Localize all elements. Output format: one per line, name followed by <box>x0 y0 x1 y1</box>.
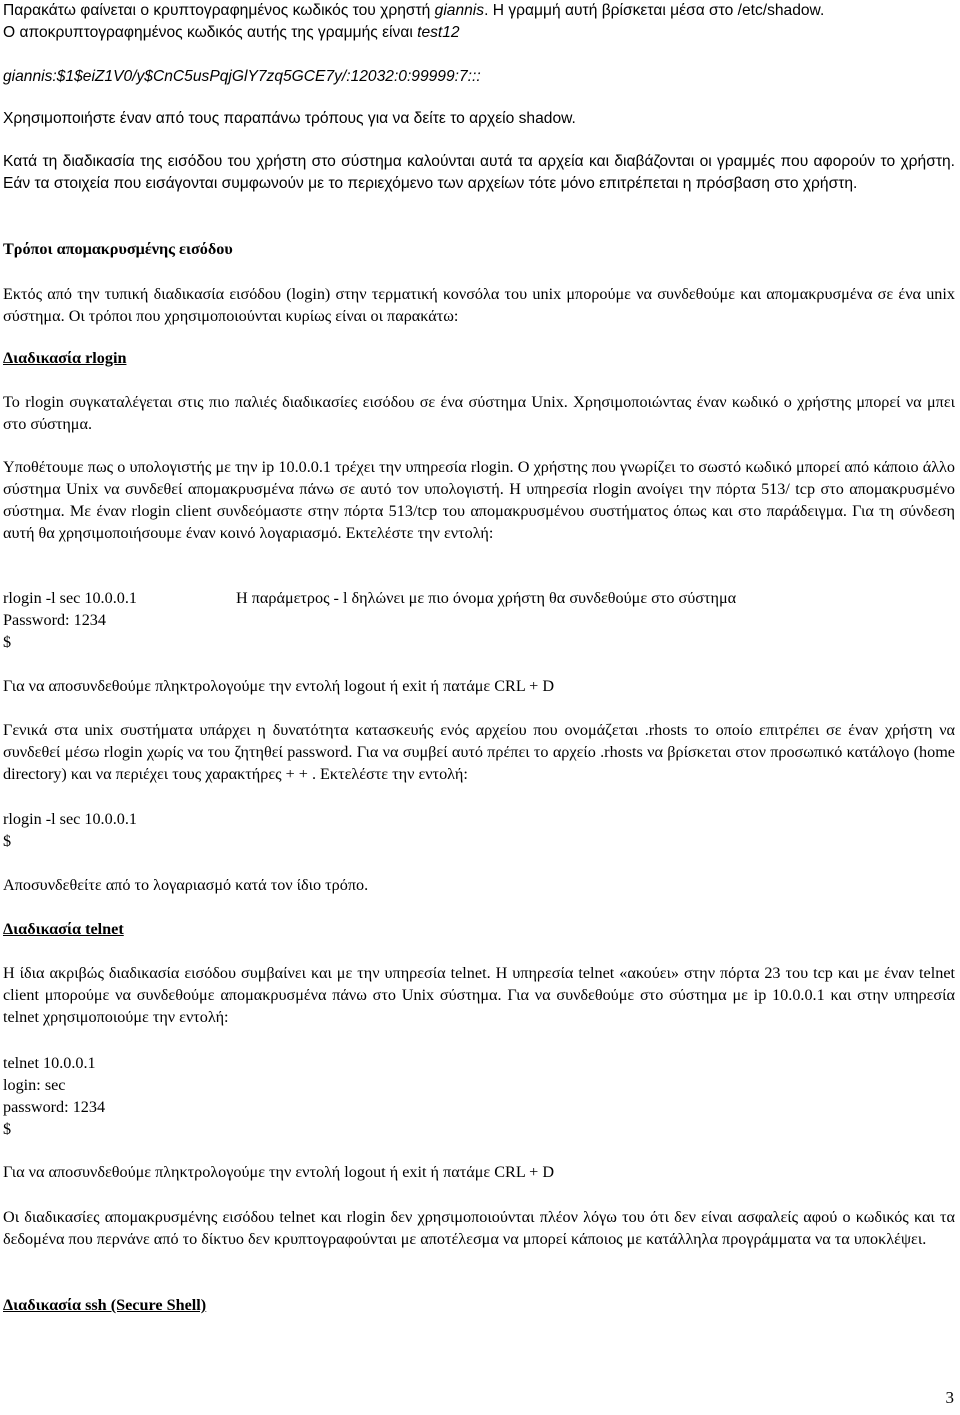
remote-login-paragraph: Εκτός από την τυπική διαδικασία εισόδου (login) στην τερματική κονσόλα του unix μπορούμε να συνδεθούμε και απομακρυσμένα σε ένα unix σύστημα. Οι τρόποι που χρησιμοποιούνται κυρίως είναι οι παρακάτω: <box>3 285 955 325</box>
shadow-intro-line-1 <box>3 0 955 22</box>
command-line: login: sec <box>3 1076 66 1094</box>
shadow-intro <box>3 0 955 44</box>
intro-text: . Η γραμμή αυτή βρίσκεται μέσα στο /etc/shadow. <box>484 2 825 19</box>
ssh-heading: Διαδικασία ssh (Secure Shell) <box>3 1296 207 1314</box>
command-line: Password: 1234 <box>3 611 106 629</box>
shadow-intro-line-2 <box>3 22 955 44</box>
telnet-command-block <box>3 1052 105 1140</box>
command-note: Η παράμετρος - l δηλώνει με πιο όνομα χρήστη θα συνδεθούμε στο σύστημα <box>236 589 737 607</box>
rlogin-paragraph-1: Το rlogin συγκαταλέγεται στις πιο παλιές διαδικασίες εισόδου σε ένα σύστημα Unix. Χρησιμοποιώντας έναν κωδικό ο χρήστης μπορεί να μπει στο σύστημα. <box>3 393 955 433</box>
rlogin-paragraph-3: Γενικά στα unix συστήματα υπάρχει η δυνατότητα κατασκευής ενός αρχείου που ονομάζεται .rhosts το οποίο επιτρέπει σε έναν χρήστη να συνδεθεί μέσω rlogin χωρίς να του ζητηθεί password. Για να συμβεί αυτό πρέπει το αρχείο .rhosts να βρίσκεται στον προσωπικό κατάλογο (home directory) και να περιέχει τους χαρακτήρες + + . Εκτελέστε την εντολή: <box>3 721 955 783</box>
telnet-heading: Διαδικασία telnet <box>3 920 124 938</box>
rlogin-disconnect-text: Αποσυνδεθείτε από το λογαριασμό κατά τον ίδιο τρόπο. <box>3 876 369 894</box>
remote-login-heading: Τρόποι απομακρυσμένης εισόδου <box>3 240 233 258</box>
shadow-line: giannis:$1$eiZ1V0/y$CnC5usPqjGlY7zq5GCE7y/:12032:0:99999:7::: <box>3 68 481 85</box>
use-methods-text: Χρησιμοποιήστε έναν από τους παραπάνω τρόπους για να δείτε το αρχείο shadow. <box>3 110 576 127</box>
rlogin-command-block <box>3 587 955 653</box>
command-line: telnet 10.0.0.1 <box>3 1054 96 1072</box>
command-line: password: 1234 <box>3 1098 106 1116</box>
rlogin-logout-text: Για να αποσυνδεθούμε πληκτρολογούμε την εντολή logout ή exit ή πατάμε CRL + D <box>3 677 555 695</box>
intro-text: Ο αποκρυπτογραφημένος κωδικός αυτής της γραμμής είναι <box>3 24 418 41</box>
command-line <box>3 587 955 609</box>
login-paragraph: Κατά τη διαδικασία της εισόδου του χρήστη στο σύστημα καλούνται αυτά τα αρχεία και διαβάζονται οι γραμμές που αφορούν το χρήστη. Εάν τα στοιχεία που εισάγονται συμφωνούν με το περιεχόμενο των αρχείων τότε μόνο επιτρέπεται η πρόσβαση στο χρήστη. <box>3 153 955 192</box>
telnet-paragraph-1: Η ίδια ακριβώς διαδικασία εισόδου συμβαίνει και με την υπηρεσία telnet. Η υπηρεσία telnet «ακούει» στην πόρτα 23 του tcp και με έναν telnet client μπορούμε να συνδεθούμε απομακρυσμένα πάνω στο Unix σύστημα. Για να συνδεθούμε στο σύστημα με ip 10.0.0.1 και στην υπηρεσία telnet χρησιμοποιούμε την εντολή: <box>3 964 955 1026</box>
telnet-logout-text: Για να αποσυνδεθούμε πληκτρολογούμε την εντολή logout ή exit ή πατάμε CRL + D <box>3 1163 555 1181</box>
command-text: rlogin -l sec 10.0.0.1 <box>3 589 137 607</box>
command-prompt: $ <box>3 832 12 850</box>
command-line: rlogin -l sec 10.0.0.1 <box>3 810 137 828</box>
intro-text: Παρακάτω φαίνεται ο κρυπτογραφημένος κωδικός του χρηστή <box>3 2 435 19</box>
page-number: 3 <box>945 1388 954 1407</box>
rlogin-paragraph-2: Υποθέτουμε πως ο υπολογιστής με την ip 10.0.0.1 τρέχει την υπηρεσία rlogin. Ο χρήστης που γνωρίζει το σωστό κωδικό μπορεί από κάποιο άλλο σύστημα Unix να συνδεθεί απομακρυσμένα πάνω σε αυτό τον υπολογιστή. Η υπηρεσία rlogin ανοίγει την πόρτα 513/ tcp στο απομακρυσμένο σύστημα. Με έναν rlogin client συνδεόμαστε στην πόρτα 513/tcp του απομακρυσμένου συστήματος όπως και στο παράδειγμα. Για τη σύνδεση αυτή θα χρησιμοποιήσουμε έναν κοινό λογαριασμό. Εκτελέστε την εντολή: <box>3 458 955 542</box>
rlogin-heading: Διαδικασία rlogin <box>3 349 127 367</box>
command-prompt: $ <box>3 1120 12 1138</box>
password-value: test12 <box>417 24 460 41</box>
username: giannis <box>434 2 485 19</box>
rlogin-command-block-2 <box>3 808 137 852</box>
command-prompt: $ <box>3 633 12 651</box>
telnet-paragraph-2: Οι διαδικασίες απομακρυσμένης εισόδου telnet και rlogin δεν χρησιμοποιούνται πλέον λόγω του ότι δεν είναι ασφαλείς αφού ο κωδικός και τα δεδομένα που περνάνε από το δίκτυο δεν κρυπτογραφούνται με αποτέλεσμα να μπορεί κάποιος με κατάλληλα προγράμματα να τα υποκλέψει. <box>3 1208 955 1248</box>
